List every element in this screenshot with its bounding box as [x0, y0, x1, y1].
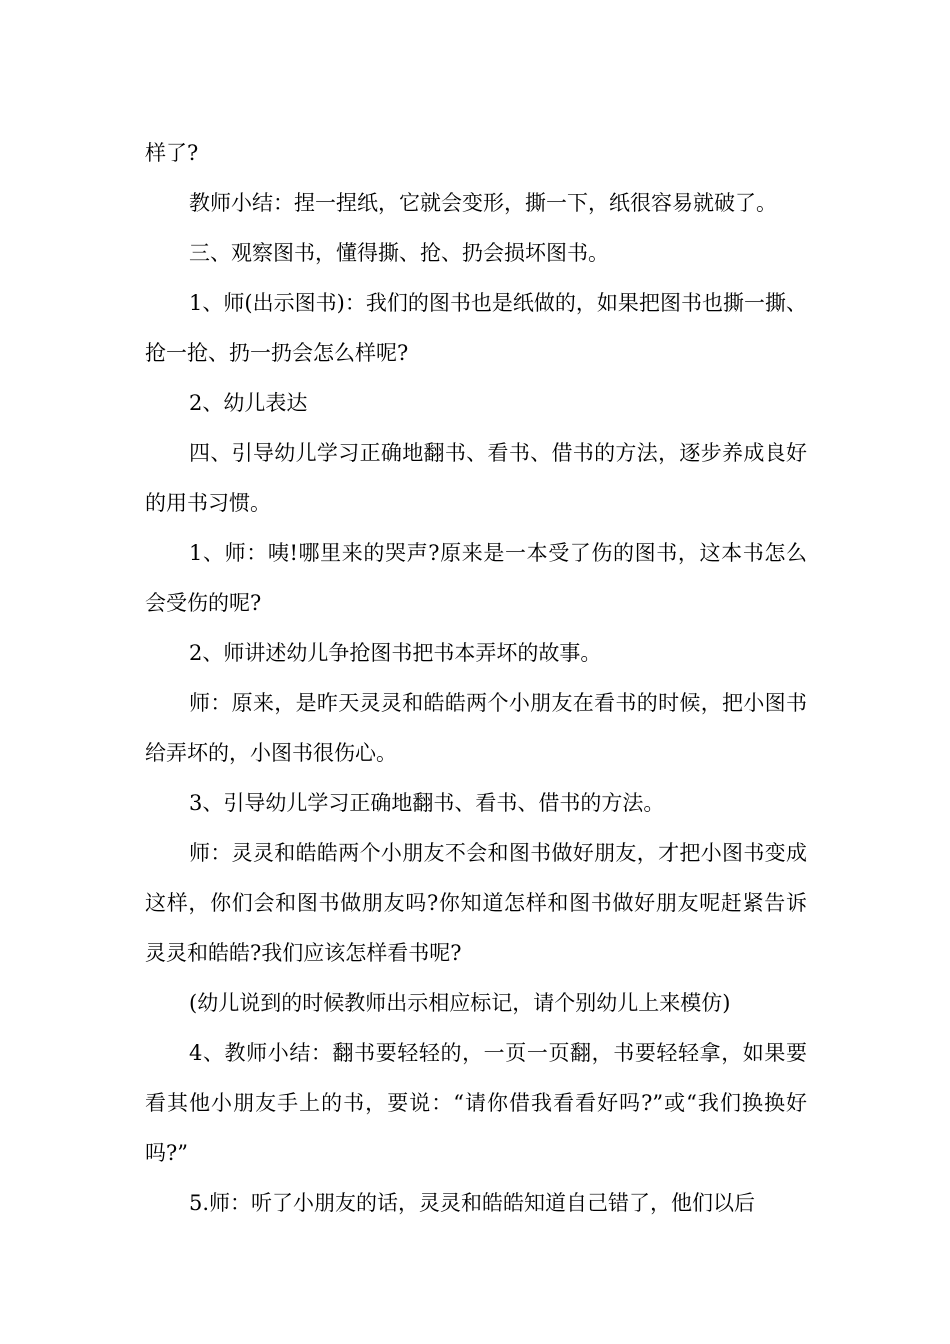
- paragraph-teacher-story: 师：原来，是昨天灵灵和皓皓两个小朋友在看书的时候，把小图书给弄坏的，小图书很伤心。: [145, 691, 807, 765]
- paragraph-continuation: 样了?: [145, 141, 199, 165]
- paragraph-section-four-heading: 四、引导幼儿学习正确地翻书、看书、借书的方法，逐步养成良好的用书习惯。: [145, 441, 807, 515]
- paragraph-parenthetical-note: (幼儿说到的时候教师出示相应标记，请个别幼儿上来模仿): [189, 991, 731, 1015]
- paragraph-section-four-item-1: 1、师：咦!哪里来的哭声?原来是一本受了伤的图书，这本书怎么会受伤的呢?: [145, 541, 807, 615]
- paragraph-section-four-item-4: 4、教师小结：翻书要轻轻的，一页一页翻，书要轻轻拿，如果要看其他小朋友手上的书，要说：“请你借我看看好吗?”或“我们换换好吗?”: [145, 1041, 807, 1165]
- paragraph-teacher-summary: 教师小结：捏一捏纸，它就会变形，撕一下，纸很容易就破了。: [189, 191, 777, 215]
- paragraph-section-three-item-1: 1、师(出示图书)：我们的图书也是纸做的，如果把图书也撕一撕、抢一抢、扔一扔会怎么样呢?: [145, 291, 807, 365]
- document-body: [145, 128, 807, 1228]
- paragraph-section-four-item-2: 2、师讲述幼儿争抢图书把书本弄坏的故事。: [189, 641, 602, 665]
- paragraph-section-four-item-5: 5.师：听了小朋友的话，灵灵和皓皓知道自己错了，他们以后: [189, 1191, 756, 1215]
- paragraph-section-three-item-2: 2、幼儿表达: [189, 391, 308, 415]
- paragraph-section-three-heading: 三、观察图书，懂得撕、抢、扔会损坏图书。: [189, 241, 609, 265]
- paragraph-section-four-item-3: 3、引导幼儿学习正确地翻书、看书、借书的方法。: [189, 791, 665, 815]
- paragraph-teacher-question: 师：灵灵和皓皓两个小朋友不会和图书做好朋友，才把小图书变成这样，你们会和图书做朋友吗?你知道怎样和图书做好朋友呢赶紧告诉灵灵和皓皓?我们应该怎样看书呢?: [145, 841, 807, 965]
